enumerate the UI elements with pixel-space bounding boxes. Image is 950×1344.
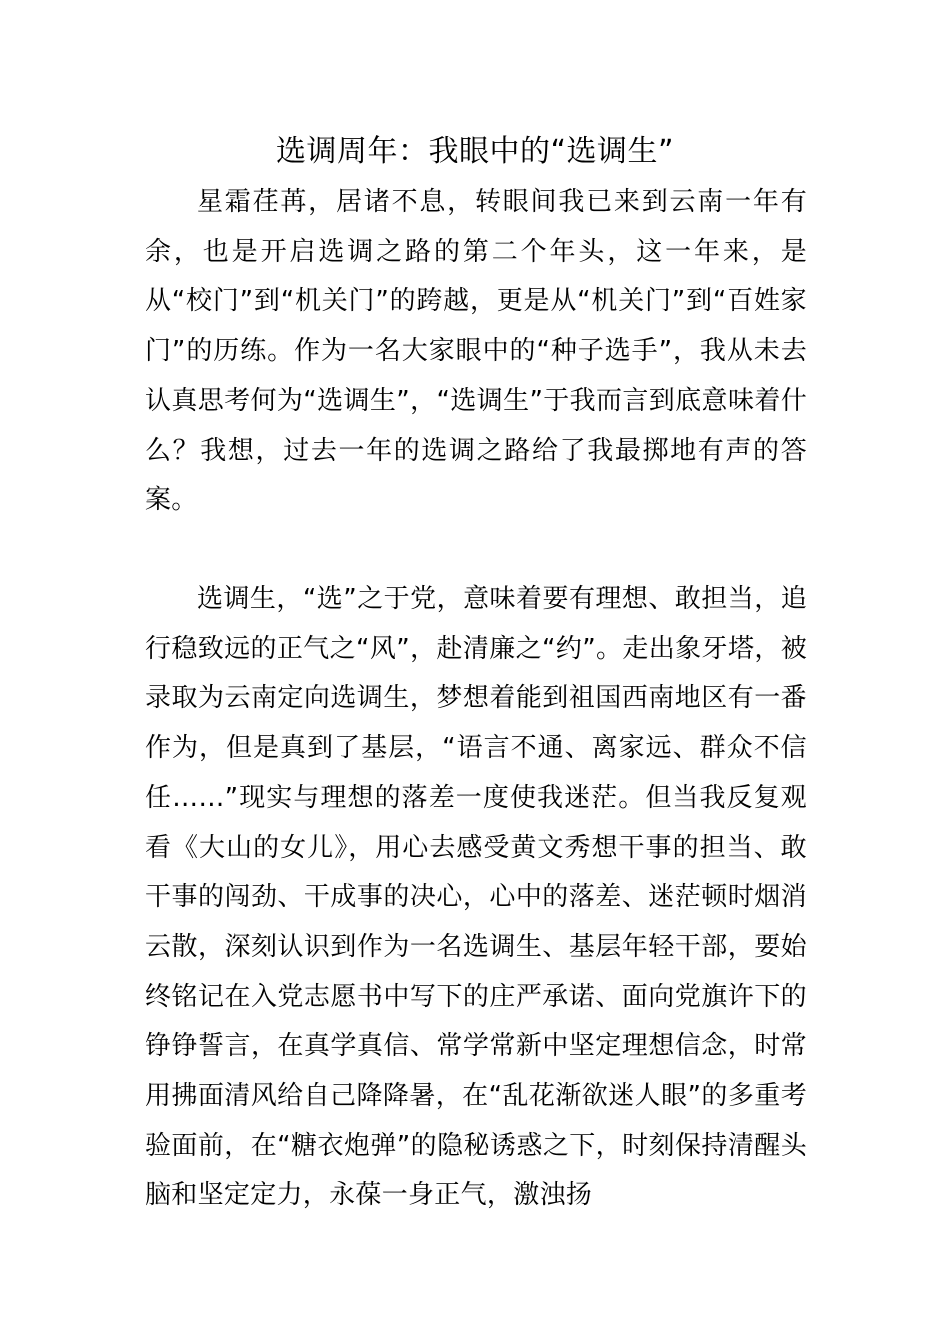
paragraph-intro: 星霜荏苒，居诸不息，转眼间我已来到云南一年有余，也是开启选调之路的第二个年头，这一年来，是从“校门”到“机关门”的跨越，更是从“机关门”到“百姓家门”的历练。作为一名大家眼中的“种子选手”，我从未去认真思考何为“选调生”，“选调生”于我而言到底意味着什么？我想，过去一年的选调之路给了我最掷地有声的答案。: [145, 187, 807, 516]
document-title: 选调周年：我眼中的“选调生”: [275, 134, 675, 169]
paragraph-body: 选调生，“选”之于党，意味着要有理想、敢担当，追行稳致远的正气之“风”，赴清廉之“约”。走出象牙塔，被录取为云南定向选调生，梦想着能到祖国西南地区有一番作为，但是真到了基层，“语言不通、离家远、群众不信任……”现实与理想的落差一度使我迷茫。但当我反复观看《大山的女儿》，用心去感受黄文秀想干事的担当、敢干事的闯劲、干成事的决心，心中的落差、迷茫顿时烟消云散，深刻认识到作为一名选调生、基层年轻干部，要始终铭记在入党志愿书中写下的庄严承诺、面向党旗许下的铮铮誓言，在真学真信、常学常新中坚定理想信念，时常用拂面清风给自己降降暑，在“乱花渐欲迷人眼”的多重考验面前，在“糖衣炮弹”的隐秘诱惑之下，时刻保持清醒头脑和坚定定力，永葆一身正气，激浊扬: [145, 584, 807, 1211]
